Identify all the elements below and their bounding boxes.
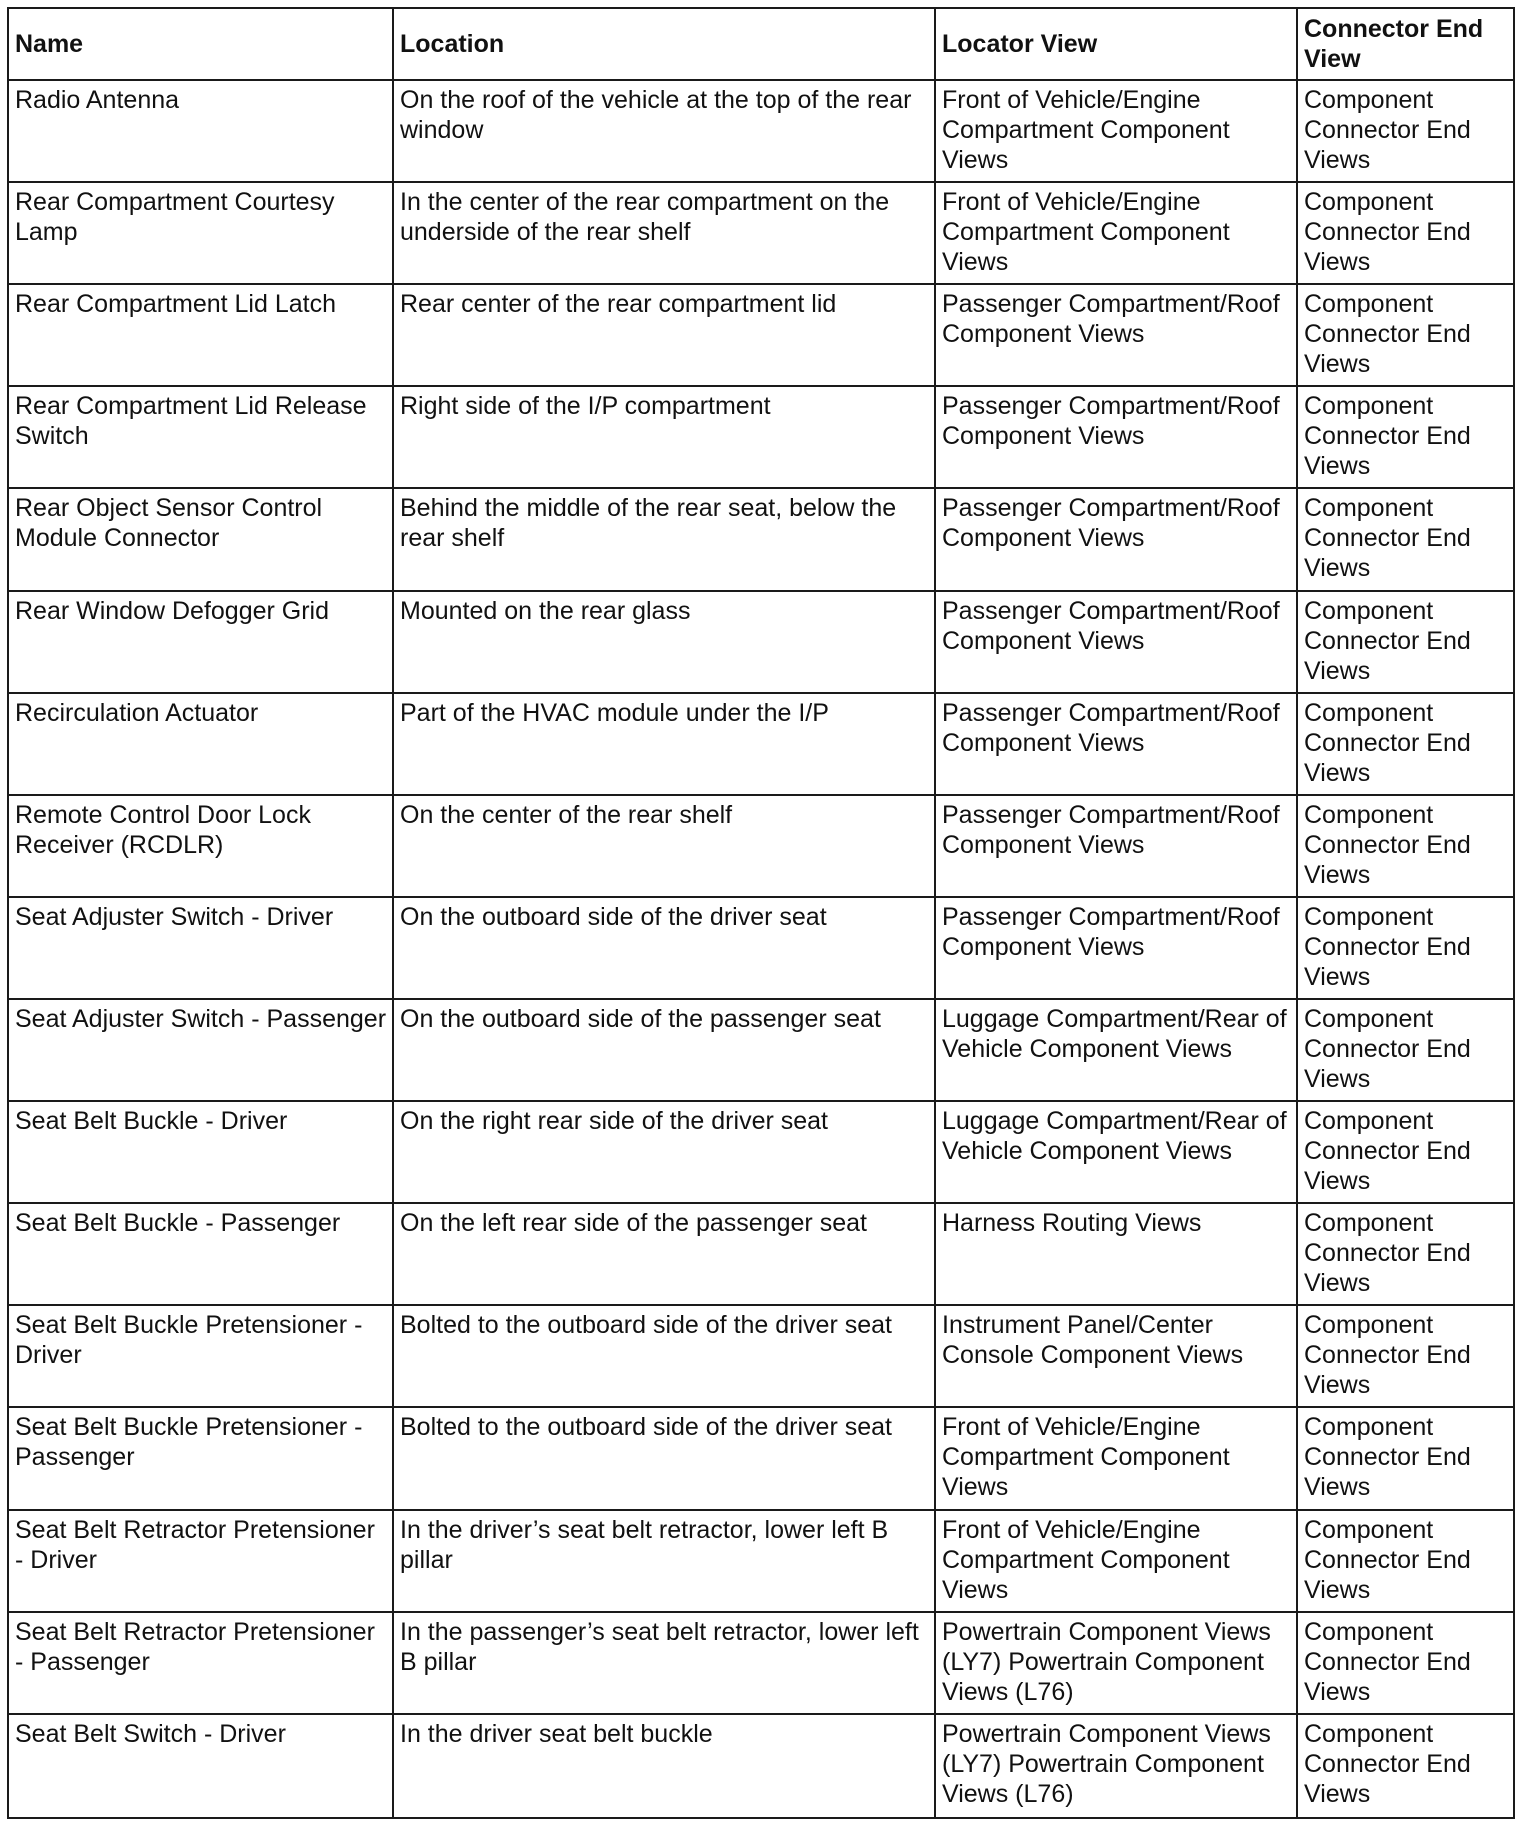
cell-connector-end-view: Component Connector End Views xyxy=(1297,1714,1514,1818)
cell-location: Rear center of the rear compartment lid xyxy=(393,284,935,386)
cell-name: Seat Belt Buckle - Driver xyxy=(8,1101,393,1203)
table-body xyxy=(8,80,1514,1818)
table-row xyxy=(8,80,1514,182)
table-row xyxy=(8,1612,1514,1714)
cell-location: In the center of the rear compartment on the underside of the rear shelf xyxy=(393,182,935,284)
cell-location: Bolted to the outboard side of the driver seat xyxy=(393,1305,935,1407)
table-row xyxy=(8,182,1514,284)
cell-locator-view: Passenger Compartment/Roof Component Views xyxy=(935,897,1297,999)
cell-name: Radio Antenna xyxy=(8,80,393,182)
cell-location: In the passenger’s seat belt retractor, lower left B pillar xyxy=(393,1612,935,1714)
cell-name: Seat Belt Switch - Driver xyxy=(8,1714,393,1818)
cell-locator-view: Front of Vehicle/Engine Compartment Component Views xyxy=(935,80,1297,182)
cell-locator-view: Passenger Compartment/Roof Component Views xyxy=(935,488,1297,590)
cell-connector-end-view: Component Connector End Views xyxy=(1297,795,1514,897)
cell-location: In the driver’s seat belt retractor, lower left B pillar xyxy=(393,1510,935,1612)
cell-locator-view: Luggage Compartment/Rear of Vehicle Component Views xyxy=(935,999,1297,1101)
table-row xyxy=(8,591,1514,693)
cell-location: Behind the middle of the rear seat, below the rear shelf xyxy=(393,488,935,590)
cell-name: Seat Belt Buckle Pretensioner - Passenger xyxy=(8,1407,393,1509)
cell-name: Rear Object Sensor Control Module Connector xyxy=(8,488,393,590)
cell-connector-end-view: Component Connector End Views xyxy=(1297,999,1514,1101)
cell-location: On the roof of the vehicle at the top of the rear window xyxy=(393,80,935,182)
cell-locator-view: Front of Vehicle/Engine Compartment Component Views xyxy=(935,182,1297,284)
cell-location: Bolted to the outboard side of the driver seat xyxy=(393,1407,935,1509)
cell-name: Seat Belt Retractor Pretensioner - Passenger xyxy=(8,1612,393,1714)
cell-connector-end-view: Component Connector End Views xyxy=(1297,693,1514,795)
cell-connector-end-view: Component Connector End Views xyxy=(1297,591,1514,693)
table-row xyxy=(8,1203,1514,1305)
cell-name: Rear Compartment Lid Release Switch xyxy=(8,386,393,488)
cell-connector-end-view: Component Connector End Views xyxy=(1297,1203,1514,1305)
table-row xyxy=(8,693,1514,795)
header-name: Name xyxy=(8,8,393,80)
cell-name: Seat Adjuster Switch - Driver xyxy=(8,897,393,999)
cell-connector-end-view: Component Connector End Views xyxy=(1297,1510,1514,1612)
cell-locator-view: Passenger Compartment/Roof Component Views xyxy=(935,693,1297,795)
cell-locator-view: Passenger Compartment/Roof Component Views xyxy=(935,386,1297,488)
cell-location: In the driver seat belt buckle xyxy=(393,1714,935,1818)
cell-locator-view: Luggage Compartment/Rear of Vehicle Component Views xyxy=(935,1101,1297,1203)
header-locator-view: Locator View xyxy=(935,8,1297,80)
cell-connector-end-view: Component Connector End Views xyxy=(1297,182,1514,284)
cell-name: Seat Belt Retractor Pretensioner - Driver xyxy=(8,1510,393,1612)
cell-locator-view: Front of Vehicle/Engine Compartment Component Views xyxy=(935,1407,1297,1509)
cell-location: On the outboard side of the driver seat xyxy=(393,897,935,999)
cell-connector-end-view: Component Connector End Views xyxy=(1297,1305,1514,1407)
cell-name: Rear Compartment Courtesy Lamp xyxy=(8,182,393,284)
cell-name: Seat Adjuster Switch - Passenger xyxy=(8,999,393,1101)
cell-locator-view: Passenger Compartment/Roof Component Views xyxy=(935,795,1297,897)
cell-name: Rear Window Defogger Grid xyxy=(8,591,393,693)
cell-locator-view: Passenger Compartment/Roof Component Views xyxy=(935,284,1297,386)
cell-location: On the right rear side of the driver seat xyxy=(393,1101,935,1203)
table-row xyxy=(8,1305,1514,1407)
header-connector-end-view: Connector End View xyxy=(1297,8,1514,80)
component-locator-sheet xyxy=(7,7,1513,1819)
cell-name: Seat Belt Buckle Pretensioner - Driver xyxy=(8,1305,393,1407)
table-row xyxy=(8,1714,1514,1818)
cell-locator-view: Instrument Panel/Center Console Component Views xyxy=(935,1305,1297,1407)
cell-locator-view: Harness Routing Views xyxy=(935,1203,1297,1305)
cell-location: Right side of the I/P compartment xyxy=(393,386,935,488)
cell-connector-end-view: Component Connector End Views xyxy=(1297,488,1514,590)
table-row xyxy=(8,795,1514,897)
table-row xyxy=(8,386,1514,488)
cell-name: Seat Belt Buckle - Passenger xyxy=(8,1203,393,1305)
cell-connector-end-view: Component Connector End Views xyxy=(1297,284,1514,386)
cell-name: Rear Compartment Lid Latch xyxy=(8,284,393,386)
cell-connector-end-view: Component Connector End Views xyxy=(1297,1612,1514,1714)
cell-connector-end-view: Component Connector End Views xyxy=(1297,1101,1514,1203)
cell-locator-view: Passenger Compartment/Roof Component Views xyxy=(935,591,1297,693)
cell-locator-view: Powertrain Component Views (LY7) Powertrain Component Views (L76) xyxy=(935,1714,1297,1818)
cell-location: On the center of the rear shelf xyxy=(393,795,935,897)
cell-connector-end-view: Component Connector End Views xyxy=(1297,80,1514,182)
table-row xyxy=(8,284,1514,386)
cell-name: Recirculation Actuator xyxy=(8,693,393,795)
cell-location: On the outboard side of the passenger seat xyxy=(393,999,935,1101)
table-row xyxy=(8,488,1514,590)
cell-location: On the left rear side of the passenger seat xyxy=(393,1203,935,1305)
cell-location: Mounted on the rear glass xyxy=(393,591,935,693)
table-row xyxy=(8,897,1514,999)
component-locator-table xyxy=(7,7,1515,1819)
table-row xyxy=(8,1510,1514,1612)
table-row xyxy=(8,1407,1514,1509)
cell-locator-view: Powertrain Component Views (LY7) Powertrain Component Views (L76) xyxy=(935,1612,1297,1714)
header-location: Location xyxy=(393,8,935,80)
cell-connector-end-view: Component Connector End Views xyxy=(1297,897,1514,999)
cell-connector-end-view: Component Connector End Views xyxy=(1297,1407,1514,1509)
header-row xyxy=(8,8,1514,80)
cell-name: Remote Control Door Lock Receiver (RCDLR) xyxy=(8,795,393,897)
cell-locator-view: Front of Vehicle/Engine Compartment Component Views xyxy=(935,1510,1297,1612)
cell-location: Part of the HVAC module under the I/P xyxy=(393,693,935,795)
table-row xyxy=(8,1101,1514,1203)
table-row xyxy=(8,999,1514,1101)
table-header xyxy=(8,8,1514,80)
cell-connector-end-view: Component Connector End Views xyxy=(1297,386,1514,488)
